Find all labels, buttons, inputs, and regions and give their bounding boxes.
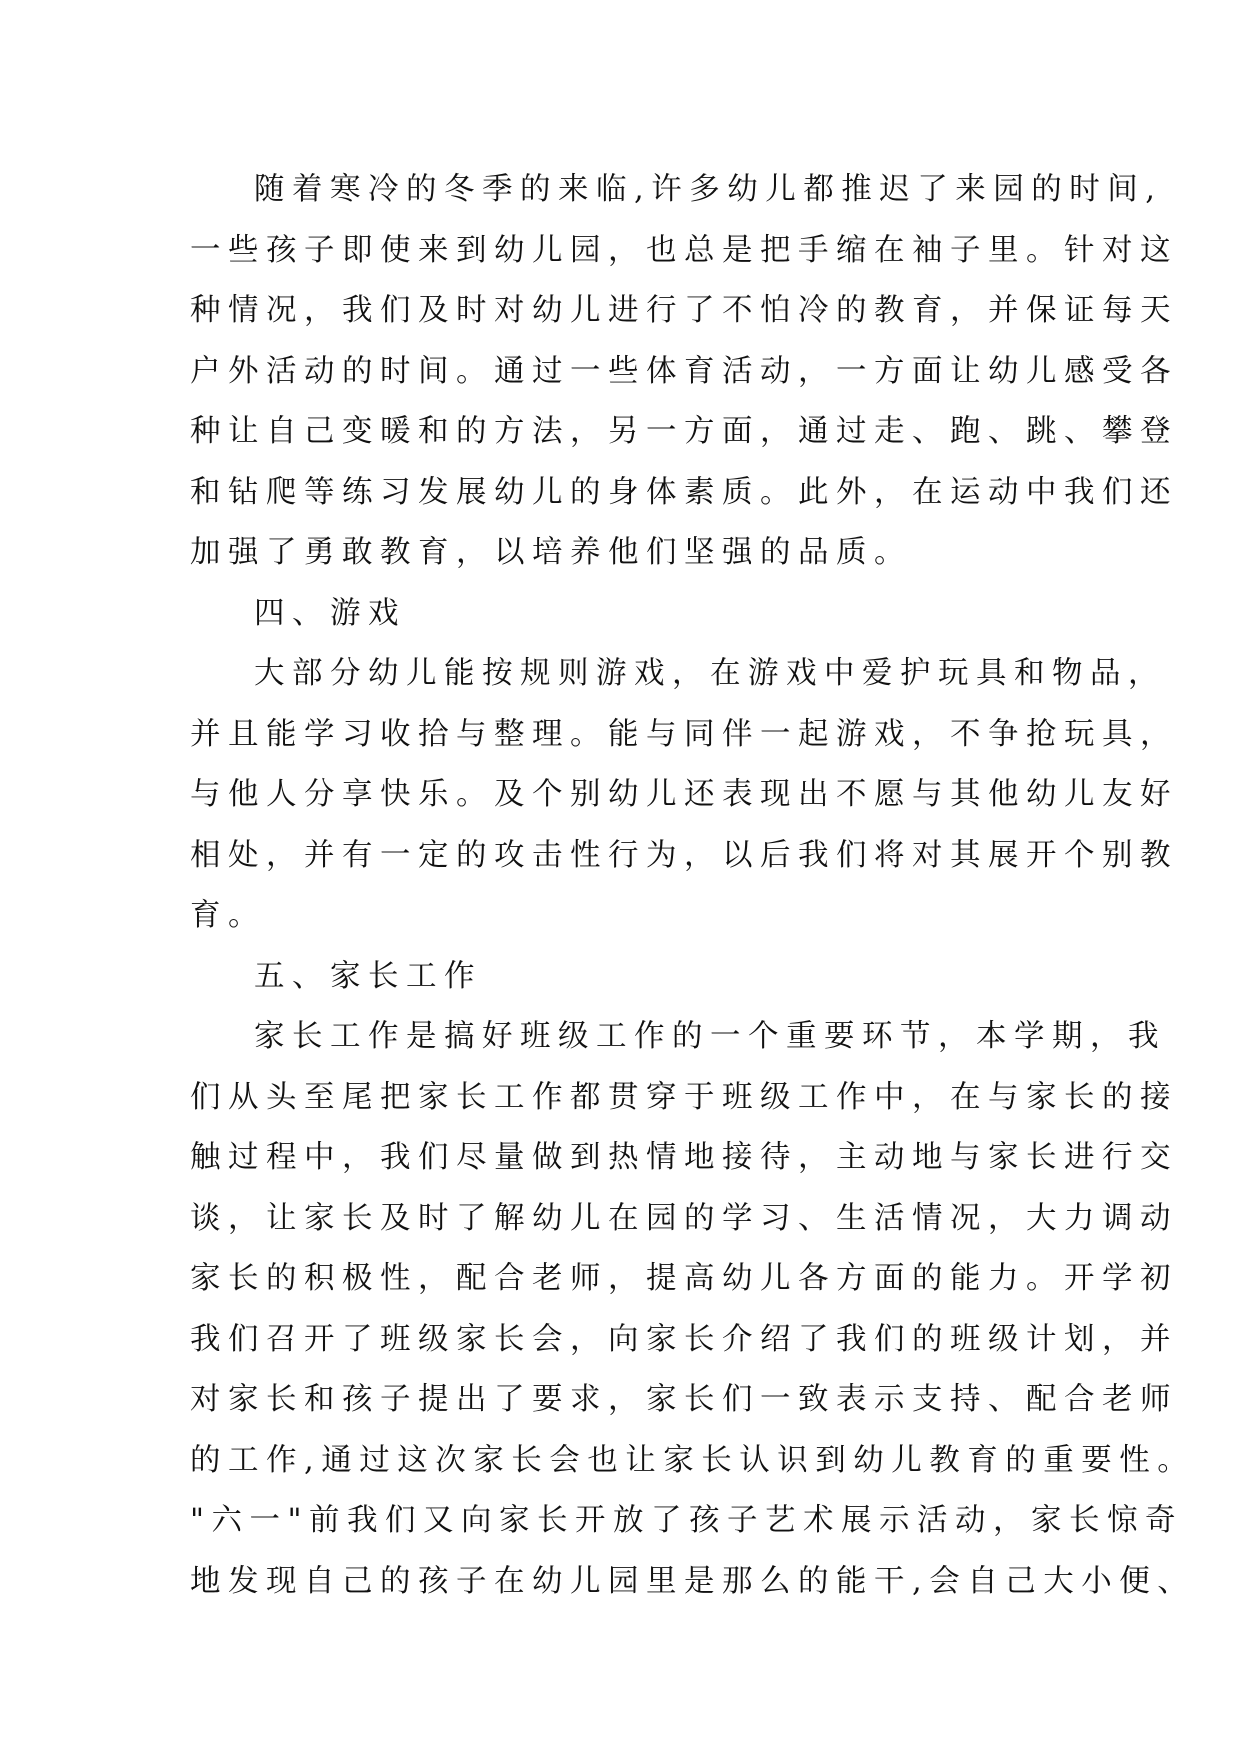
text-line: 家长的积极性，配合老师，提高幼儿各方面的能力。开学初 bbox=[190, 1261, 1178, 1296]
text-line: "六一"前我们又向家长开放了孩子艺术展示活动，家长惊奇 bbox=[190, 1503, 1184, 1538]
text-line: 家长工作是搞好班级工作的一个重要环节，本学期，我 bbox=[254, 1019, 1166, 1054]
text-line: 们从头至尾把家长工作都贯穿于班级工作中，在与家长的接 bbox=[190, 1079, 1178, 1115]
text-line: 种情况，我们及时对幼儿进行了不怕冷的教育，并保证每天 bbox=[190, 293, 1178, 328]
text-line: 种让自己变暖和的方法，另一方面，通过走、跑、跳、攀登 bbox=[190, 414, 1178, 449]
text-line: 的工作,通过这次家长会也让家长认识到幼儿教育的重要性。 bbox=[190, 1442, 1196, 1478]
text-line: 触过程中，我们尽量做到热情地接待，主动地与家长进行交 bbox=[190, 1140, 1178, 1175]
text-line: 随着寒冷的冬季的来临,许多幼儿都推迟了来园的时间, bbox=[254, 172, 1163, 207]
text-line: 谈，让家长及时了解幼儿在园的学习、生活情况，大力调动 bbox=[190, 1200, 1178, 1236]
text-line: 与他人分享快乐。及个别幼儿还表现出不愿与其他幼儿友好 bbox=[190, 777, 1178, 812]
body-text bbox=[190, 160, 1196, 1612]
text-line: 地发现自己的孩子在幼儿园里是那么的能干,会自己大小便、 bbox=[190, 1563, 1196, 1599]
text-line: 大部分幼儿能按规则游戏，在游戏中爱护玩具和物品， bbox=[254, 656, 1166, 691]
section-heading: 四、游戏 bbox=[254, 595, 406, 631]
text-line: 相处，并有一定的攻击性行为，以后我们将对其展开个别教 bbox=[190, 837, 1178, 873]
text-line: 对家长和孩子提出了要求，家长们一致表示支持、配合老师 bbox=[190, 1382, 1178, 1417]
text-line: 户外活动的时间。通过一些体育活动，一方面让幼儿感受各 bbox=[190, 353, 1178, 389]
text-line: 一些孩子即使来到幼儿园，也总是把手缩在袖子里。针对这 bbox=[190, 232, 1178, 268]
text-line: 我们召开了班级家长会，向家长介绍了我们的班级计划，并 bbox=[190, 1321, 1178, 1357]
text-line: 加强了勇敢教育，以培养他们坚强的品质。 bbox=[190, 535, 912, 570]
text-line: 和钻爬等练习发展幼儿的身体素质。此外，在运动中我们还 bbox=[190, 474, 1178, 510]
text-line: 育。 bbox=[190, 898, 266, 933]
text-line: 并且能学习收拾与整理。能与同伴一起游戏，不争抢玩具， bbox=[190, 716, 1178, 752]
section-heading: 五、家长工作 bbox=[254, 958, 482, 994]
